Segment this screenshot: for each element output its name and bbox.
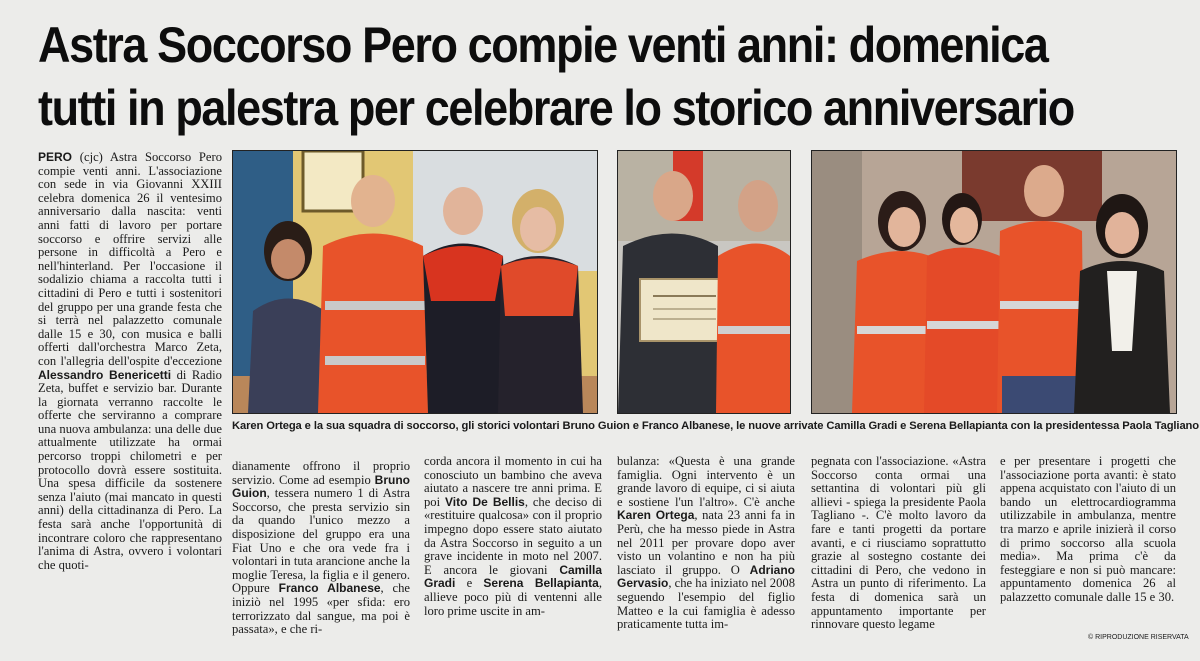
name-karen-ortega: Karen Ortega [617, 508, 695, 523]
photo-new-volunteers-illustration [812, 151, 1176, 413]
column-2-text-b: , tessera numero 1 di Astra Soccorso, che presta servizio sin da quando l'unico mezzo a disposizione del gruppo era una Fiat Uno e che ora vede fra i volontari in tuta arancione anche la moglie Teresa, la figlia e il genero. Oppure [232, 486, 410, 596]
name-alessandro-benericetti: Alessandro Benericetti [38, 367, 172, 382]
column-2-text-c: , che iniziò nel 1995 «per sfida: ero terrorizzato dal sangue, ma poi è passata», e che ri- [232, 581, 410, 637]
column-4-text-c: , che ha iniziato nel 2008 seguendo l'esempio del figlio Matteo e la cui famiglia è adesso praticamente tutta im- [617, 576, 795, 632]
headline-line-1: Astra Soccorso Pero compie venti anni: domenica [38, 16, 1048, 74]
article-column-4 [617, 455, 795, 655]
headline [38, 14, 1188, 139]
article-column-6: e per presentare i progetti che l'associazione porta avanti: è stato appena acquistato con l'aiuto di un bando un elettrocardiogramma utilizzabile in ambulanza, mentre tra marzo e aprile inizierà il corso di primo soccorso alla scuola media». Ma prima c'è da festeggiare e non si può mancare: appuntamento domenica 26 al palazzetto comunale dalle 15 e 30. [1000, 455, 1176, 604]
name-vito-de-bellis: Vito De Bellis [444, 494, 525, 509]
photo-new-volunteers [811, 150, 1177, 414]
column-3-text-c: e [455, 576, 484, 591]
column-4-text-b: , nata 23 anni fa in Perù, che ha messo piede in Astra nel 2011 per provare dopo aver visto un volantino e non ha più lasciato il gruppo. O [617, 508, 795, 577]
photo-rescue-team-illustration [233, 151, 597, 413]
photo-historic-volunteers-illustration [618, 151, 790, 413]
column-1-text-b: di Radio Zeta, buffet e servizio bar. Durante la giornata verranno raccolte le offerte che serviranno a comprare una nuova ambulanza: una delle due attualmente utilizzate ha ormai percorso troppi chilometri e per protocollo dovrà essere sostituita. Una spesa difficile da sostenere senza l'aiuto (mai mancato in questi anni) della cittadinanza di Pero. La festa sarà anche l'opportunità di incontrare coloro che rappresentano l'anima di Astra, ovvero i volontari che quoti- [38, 367, 222, 572]
photo-caption: Karen Ortega e la sua squadra di soccorso, gli storici volontari Bruno Guion e Franco Albanese, le nuove arrivate Camilla Gradi e Serena Bellapianta con la presidentessa Paola Tagliano [232, 420, 1200, 432]
column-2-text-a: dianamente offrono il proprio servizio. Come ad esempio [232, 460, 410, 487]
dateline: PERO [38, 151, 73, 164]
photo-rescue-team [232, 150, 598, 414]
name-bruno-guion: Bruno Guion [232, 472, 410, 501]
name-franco-albanese: Franco Albanese [278, 581, 381, 596]
column-3-text-a: corda ancora il momento in cui ha conosciuto un bambino che aveva aiutato a nascere tre anni prima. E poi [424, 455, 602, 509]
column-3-text-d: , allieve poco più di ventenni alle loro prime uscite in am- [424, 576, 602, 618]
column-1-text-a: Astra Soccorso Pero compie venti anni. L'associazione con sede in via Giovanni XXIII celebra domenica 26 il ventesimo anniversario dalla nascita: venti anni fatti di lavoro per portare soccorso e offrire servizi alle persone in difficoltà a Pero e nell'hinterland. Per l'occasione il sodalizio chiama a raccolta tutti i cittadini di Pero e tutti i sostenitori del gruppo per una grande festa che si terrà nel palazzetto comunale dalle 15 e 30, con musica e balli offerti dall'orchestra Marco Zeta, con l'allegria dell'ospite d'eccezione [38, 151, 222, 368]
name-adriano-gervasio: Adriano Gervasio [617, 562, 795, 591]
article-column-3 [424, 455, 602, 655]
headline-line-2: tutti in palestra per celebrare lo storico anniversario [38, 78, 1074, 137]
article-column-1 [38, 151, 222, 651]
byline: (cjc) [72, 151, 110, 164]
name-camilla-gradi: Camilla Gradi [424, 562, 602, 591]
article-column-5: pegnata con l'associazione. «Astra Soccorso conta ormai una settantina di volontari più gli allievi - spiega la presidente Paola Tagliano -. C'è molto lavoro da fare e tanti progetti da portare avanti, e ci riusciamo soprattutto grazie al sostegno costante dei cittadini di Pero, che vedono in Astra un punto di riferimento. La festa di domenica sarà un appuntamento importante per rinnovare questo legame [811, 455, 986, 632]
photo-historic-volunteers [617, 150, 791, 414]
column-3-text-b: , che deciso di «restituire qualcosa» con il proprio impegno dopo essere stato aiutato da Astra Soccorso in seguito a un grave incidente in moto nel 2007. E ancora le giovani [424, 494, 602, 577]
copyright-notice: © RIPRODUZIONE RISERVATA [1088, 634, 1189, 641]
article-column-2 [232, 460, 410, 655]
name-serena-bellapianta: Serena Bellapianta [483, 576, 599, 591]
column-4-text-a: bulanza: «Questa è una grande famiglia. Ogni intervento è un grande lavoro di equipe, ci si aiuta e sostiene l'un l'altro». C'è anche [617, 455, 795, 509]
